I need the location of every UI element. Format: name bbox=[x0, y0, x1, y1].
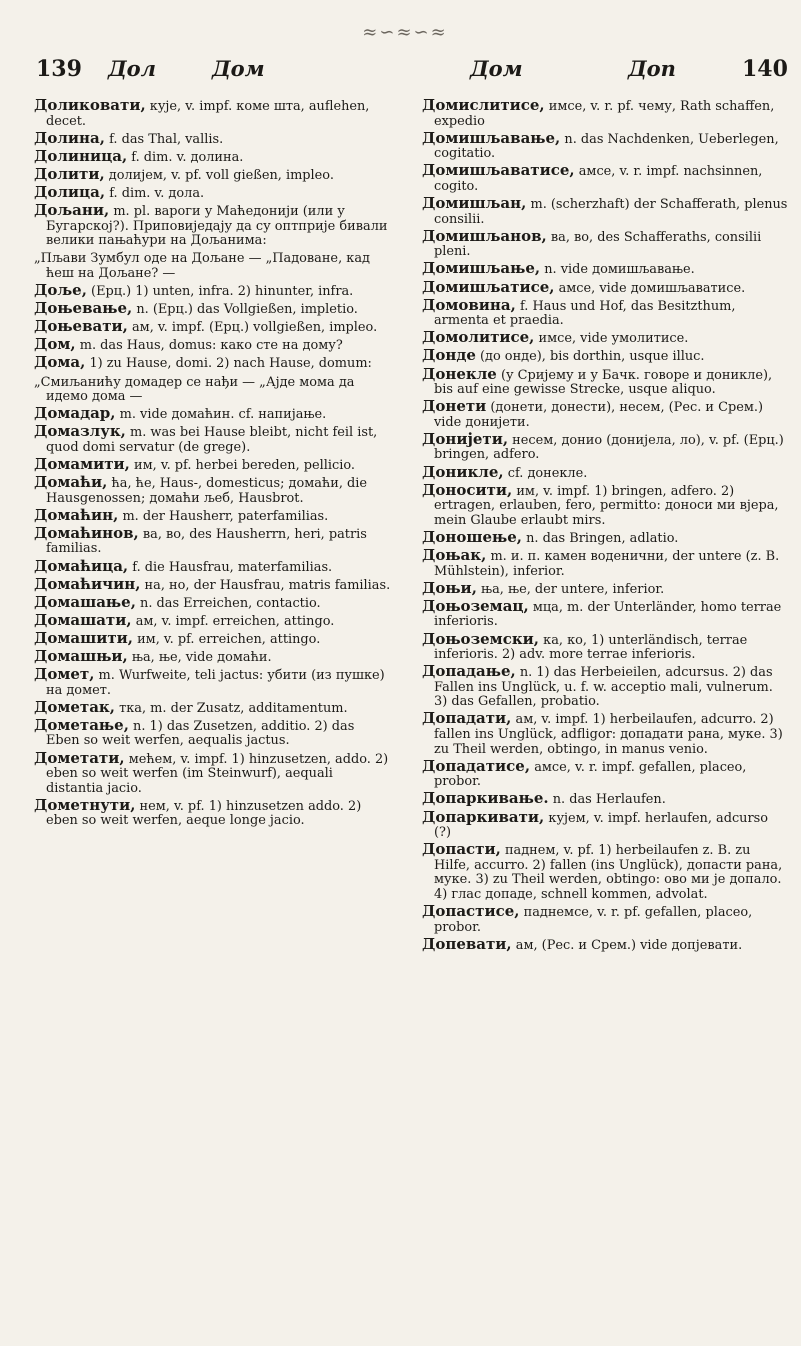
entry-headword: Долица, bbox=[34, 182, 106, 201]
entry-definition: несем, донио (донијела, ло), v. pf. (Ерц.) bringen, adfero. bbox=[434, 432, 784, 463]
entry-headword: Дома, bbox=[34, 353, 86, 372]
entry-definition: ња, ње, vide домаћи. bbox=[131, 650, 272, 665]
entry-definition: n. das Nachdenken, Ueberlegen, cogitatio. bbox=[434, 131, 779, 162]
entry-headword: Долити, bbox=[34, 164, 105, 183]
dictionary-entry bbox=[34, 283, 392, 300]
entry-headword: Домазлук, bbox=[34, 422, 126, 441]
entry-definition: ња, ње, der untere, inferior. bbox=[481, 581, 665, 597]
dictionary-entry bbox=[34, 355, 392, 372]
entry-headword: Домолитисе, bbox=[422, 328, 535, 347]
decorative-ornament: ≈∽≈∽≈ bbox=[362, 22, 448, 43]
entry-definition: f. dim. v. долина. bbox=[131, 149, 244, 165]
entry-definition: (до онде), bis dorthin, usque illuc. bbox=[479, 349, 705, 365]
entry-definition: n. das Bringen, adlatio. bbox=[526, 530, 679, 546]
entry-definition: ћа, ће, Haus-, domesticus; домаћи, die Hausgenossen; домаћи љеб, Hausbrot. bbox=[46, 476, 368, 506]
dictionary-entry bbox=[422, 330, 788, 347]
dictionary-entry bbox=[422, 629, 788, 663]
entry-definition: n. (Ерц.) das Vollgießen, impletio. bbox=[136, 302, 358, 318]
dictionary-entry bbox=[422, 98, 788, 129]
dictionary-entry bbox=[422, 226, 788, 260]
entry-headword: Домишљање, bbox=[422, 259, 541, 278]
entry-definition: f. die Hausfrau, materfamilias. bbox=[132, 559, 333, 575]
entry-headword: Домашњи, bbox=[34, 647, 128, 665]
entry-definition: (Ерц.) 1) unten, infra. 2) hinunter, infra. bbox=[91, 284, 354, 300]
entry-definition: „Пљави Зумбул оде на Дољане — „Падоване, кад ћеш на Дољане? — bbox=[34, 251, 370, 281]
entry-definition: ам, (Рес. и Срем.) vide допјевати. bbox=[515, 937, 743, 953]
entry-definition: n. 1) das Zusetzen, additio. 2) das Eben so weit werfen, aequalis jactus. bbox=[46, 718, 355, 749]
dictionary-entry bbox=[422, 364, 788, 398]
entry-definition: ва, во, des Schafferaths, consilii pleni. bbox=[434, 229, 762, 260]
dictionary-entry bbox=[34, 454, 392, 474]
entry-headword: Допадати, bbox=[422, 709, 512, 728]
dictionary-entry bbox=[422, 842, 788, 902]
entry-definition: m. der Hausherr, paterfamilias. bbox=[122, 508, 329, 524]
entry-definition: ам, v. impf. (Ерц.) vollgießen, impleo. bbox=[132, 320, 378, 336]
entry-definition: m. и. п. камен воденични, der untere (z. B. Mühlstein), inferior. bbox=[434, 549, 780, 579]
entry-headword: Домет, bbox=[34, 665, 95, 684]
dictionary-entry bbox=[34, 748, 392, 797]
dictionary-entry bbox=[422, 196, 788, 227]
dictionary-entry bbox=[422, 756, 788, 790]
entry-headword: Доникле, bbox=[422, 462, 504, 481]
entry-headword: Домовина, bbox=[422, 295, 516, 314]
entry-definition: m. (scherzhaft) der Schafferath, plenus consilii. bbox=[434, 197, 788, 227]
dictionary-entry bbox=[422, 711, 788, 757]
entry-headword: Домаћи, bbox=[34, 473, 108, 492]
entry-headword: Доњоземац, bbox=[422, 596, 529, 615]
entry-headword: Домишљаватисе, bbox=[422, 161, 575, 180]
entry-headword: Домашати, bbox=[34, 610, 132, 629]
entry-definition: имсе, v. r. pf. чему, Rath schaffen, expedio bbox=[434, 99, 775, 129]
left-guide-word-last: Дом bbox=[212, 56, 265, 81]
entry-definition: паднемсе, v. r. pf. gefallen, placeo, probor. bbox=[434, 905, 753, 935]
entry-headword: Допаркивати, bbox=[422, 807, 545, 826]
dictionary-entry bbox=[422, 277, 788, 297]
entry-definition: имсе, vide умолитисе. bbox=[538, 331, 689, 347]
entry-definition: f. dim. v. дола. bbox=[109, 185, 205, 201]
entry-definition: им, v. pf. erreichen, attingo. bbox=[137, 631, 321, 647]
entry-definition: амсе, v. r. impf. gefallen, placeo, probor. bbox=[434, 759, 747, 790]
right-page-number: 140 bbox=[742, 56, 788, 82]
entry-definition: „Смиљанићу домадер се нађи — „Ајде мома да идемо дома — bbox=[34, 374, 355, 405]
entry-definition: мца, m. der Unterländer, homo terrae inferioris. bbox=[434, 599, 782, 630]
right-guide-word-last: Доп bbox=[628, 56, 676, 81]
entry-definition: cf. донекле. bbox=[507, 465, 588, 481]
entry-definition: кујем, v. impf. herlaufen, adcurso (?) bbox=[434, 810, 769, 841]
entry-headword: Домашање, bbox=[34, 592, 136, 611]
entry-headword: Домишљавање, bbox=[422, 128, 561, 147]
dictionary-entry bbox=[422, 348, 788, 365]
dictionary-entry bbox=[34, 574, 392, 594]
dictionary-entry bbox=[34, 319, 392, 336]
entry-headword: Доњевање, bbox=[34, 299, 133, 318]
entry-headword: Донде bbox=[422, 346, 476, 365]
entry-headword: Домашити, bbox=[34, 628, 133, 647]
entry-headword: Домаћин, bbox=[34, 505, 119, 524]
dictionary-entry bbox=[422, 904, 788, 935]
entry-definition: им, v. impf. 1) bringen, adfero. 2) ertragen, erlauben, fero, permitto: доноси ми вјера, mein Glaube erlaubt mirs. bbox=[434, 483, 779, 528]
dictionary-entry bbox=[34, 98, 392, 129]
entry-headword: Домаћинов, bbox=[34, 523, 139, 542]
entry-definition: на, но, der Hausfrau, matris familias. bbox=[144, 577, 391, 593]
dictionary-entry bbox=[422, 128, 788, 162]
entry-headword: Дољани, bbox=[34, 201, 110, 220]
entry-definition: им, v. pf. herbei bereden, pellicio. bbox=[134, 457, 355, 473]
dictionary-entry bbox=[422, 596, 788, 630]
entry-definition: 1) zu Hause, domi. 2) nach Hause, domum: bbox=[89, 356, 372, 372]
entry-definition: ам, v. impf. 1) herbeilaufen, adcurro. 2) fallen ins Unglück, adfligor: допадати рана, муке. 3) zu Theil werden, obtingo, in manus venio. bbox=[434, 712, 783, 757]
entry-headword: Дометање, bbox=[34, 715, 129, 734]
entry-headword: Допасти, bbox=[422, 840, 501, 859]
entry-headword: Доликовати, bbox=[34, 96, 146, 114]
entry-definition: амсе, v. r. impf. nachsinnen, cogito. bbox=[434, 164, 763, 194]
dictionary-entry bbox=[34, 337, 392, 354]
entry-definition: (у Сријему и у Бачк. говоре и доникле), bis auf eine gewisse Strecke, usque aliquo. bbox=[434, 367, 773, 398]
entry-headword: Допадање, bbox=[422, 662, 516, 681]
dictionary-entry bbox=[422, 548, 788, 579]
dictionary-entry bbox=[34, 182, 392, 202]
entry-headword: Допастисе, bbox=[422, 902, 520, 921]
entry-definition: нем, v. pf. 1) hinzusetzen addo. 2) eben so weit werfen, aeque longe jacio. bbox=[46, 798, 362, 829]
entry-headword: Доњевати, bbox=[34, 317, 128, 336]
dictionary-entry bbox=[422, 934, 788, 954]
entry-headword: Донети bbox=[422, 397, 487, 416]
dictionary-entry bbox=[34, 374, 392, 405]
entry-definition: n. vide домишљавање. bbox=[544, 262, 695, 278]
dictionary-entry bbox=[34, 667, 392, 698]
right-guide-word-first: Дом bbox=[470, 56, 523, 81]
dictionary-entry bbox=[422, 578, 788, 598]
dictionary-entry bbox=[422, 399, 788, 430]
dictionary-entry bbox=[34, 523, 392, 557]
entry-headword: Допевати, bbox=[422, 934, 512, 953]
dictionary-entry bbox=[422, 295, 788, 329]
dictionary-entry bbox=[34, 406, 392, 423]
entry-definition: амсе, vide домишљаватисе. bbox=[558, 280, 746, 296]
entry-definition: паднем, v. pf. 1) herbeilaufen z. B. zu Hilfe, accurro. 2) fallen (ins Unglück), допасти рана, муке. 3) zu Theil werden, obtingo: ово ми је допало. 4) глас допаде, schnell kommen, advolat. bbox=[434, 843, 783, 902]
dictionary-entry bbox=[34, 128, 392, 148]
entry-headword: Доњи, bbox=[422, 578, 477, 597]
entry-definition: мећем, v. impf. 1) hinzusetzen, addo. 2) eben so weit werfen (im Steinwurf), aequali distantia jacio. bbox=[46, 751, 389, 796]
entry-headword: Долина, bbox=[34, 128, 105, 147]
dictionary-entry bbox=[34, 301, 392, 318]
entry-headword: Доњак, bbox=[422, 546, 487, 565]
entry-definition: n. 1) das Herbeieilen, adcursus. 2) das Fallen ins Unglück, u. f. w. acceptio mali, vulnerum. 3) das Gefallen, probatio. bbox=[434, 665, 773, 710]
entry-definition: долијем, v. pf. voll gießen, impleo. bbox=[108, 167, 334, 183]
entry-definition: n. das Herlaufen. bbox=[552, 792, 666, 808]
entry-headword: Донијети, bbox=[422, 429, 509, 448]
dictionary-entry bbox=[34, 610, 392, 630]
entry-headword: Допадатисе, bbox=[422, 756, 531, 775]
entry-definition: m. das Haus, domus: како сте на дому? bbox=[79, 338, 343, 354]
dictionary-entry bbox=[422, 791, 788, 808]
entry-headword: Домадар, bbox=[34, 404, 116, 423]
entry-headword: Дометак, bbox=[34, 697, 115, 716]
entry-definition: m. vide домаћин. cf. напијање. bbox=[119, 407, 327, 423]
left-guide-word-first: Дол bbox=[108, 56, 157, 81]
entry-headword: Домишљанов, bbox=[422, 226, 547, 245]
entry-headword: Дом, bbox=[34, 335, 76, 354]
entry-definition: тка, m. der Zusatz, additamentum. bbox=[119, 700, 348, 716]
entry-headword: Доносити, bbox=[422, 480, 513, 499]
entry-headword: Доњоземски, bbox=[422, 629, 540, 648]
dictionary-entry bbox=[34, 715, 392, 749]
dictionary-entry bbox=[34, 424, 392, 455]
dictionary-entry bbox=[34, 250, 392, 281]
dictionary-entry bbox=[422, 261, 788, 278]
entry-definition: m. pl. вароги у Маћедонији (или у Бугарској?). Приповиједају да су оптприје бивали велики пањаћури на Дољанима: bbox=[46, 204, 388, 249]
entry-headword: Донекле bbox=[422, 364, 497, 383]
dictionary-entry bbox=[34, 203, 392, 249]
entry-headword: Домаћица, bbox=[34, 556, 129, 575]
entry-headword: Доношење, bbox=[422, 527, 522, 546]
entry-definition: m. Wurfweite, teli jactus: убити (из пушке) на домет. bbox=[46, 668, 385, 698]
entry-headword: Дометати, bbox=[34, 748, 125, 767]
dictionary-entry bbox=[34, 592, 392, 612]
dictionary-entry bbox=[34, 628, 392, 648]
dictionary-entry bbox=[34, 649, 392, 666]
entry-definition: f. das Thal, vallis. bbox=[109, 131, 224, 147]
entry-headword: Домишљатисе, bbox=[422, 277, 555, 296]
entry-definition: ва, во, des Hausherrn, heri, patris familias. bbox=[46, 526, 367, 557]
entry-headword: Доље, bbox=[34, 281, 87, 300]
entry-headword: Домислитисе, bbox=[422, 96, 545, 114]
dictionary-entry bbox=[34, 795, 392, 829]
entry-headword: Дометнути, bbox=[34, 795, 136, 814]
dictionary-entry bbox=[422, 429, 788, 463]
dictionary-entry bbox=[34, 697, 392, 717]
dictionary-entry bbox=[34, 146, 392, 166]
entry-headword: Домамити, bbox=[34, 454, 130, 473]
entry-definition: n. das Erreichen, contactio. bbox=[140, 595, 321, 611]
entry-definition: (донети, донести), несем, (Рес. и Срем.) vide донијети. bbox=[434, 400, 763, 430]
entry-headword: Допаркивање. bbox=[422, 789, 549, 808]
entry-definition: кује, v. impf. коме шта, auflehen, decet. bbox=[46, 99, 370, 129]
entry-definition: m. was bei Hause bleibt, nicht feil ist, quod domi servatur (de grege). bbox=[46, 425, 378, 455]
entry-definition: f. Haus und Hof, das Besitzthum, armenta et praedia. bbox=[434, 298, 736, 329]
page-header bbox=[0, 56, 801, 96]
left-column bbox=[34, 98, 392, 831]
dictionary-entry bbox=[34, 475, 392, 506]
left-page-number: 139 bbox=[36, 56, 82, 82]
entry-headword: Долиница, bbox=[34, 146, 128, 165]
entry-definition: ка, ко, 1) unterländisch, terrae inferioris. 2) adv. more terrae inferioris. bbox=[434, 632, 748, 663]
entry-headword: Домаћичин, bbox=[34, 574, 141, 593]
dictionary-entry bbox=[422, 807, 788, 841]
entry-definition: ам, v. impf. erreichen, attingo. bbox=[135, 613, 335, 629]
dictionary-entry bbox=[422, 163, 788, 194]
dictionary-entry bbox=[422, 664, 788, 710]
dictionary-entry bbox=[422, 527, 788, 547]
entry-headword: Домишљан, bbox=[422, 194, 527, 213]
dictionary-entry bbox=[34, 556, 392, 576]
dictionary-entry bbox=[34, 505, 392, 525]
dictionary-entry bbox=[422, 480, 788, 529]
dictionary-entry bbox=[422, 462, 788, 482]
dictionary-entry bbox=[34, 164, 392, 184]
right-column bbox=[422, 98, 788, 955]
